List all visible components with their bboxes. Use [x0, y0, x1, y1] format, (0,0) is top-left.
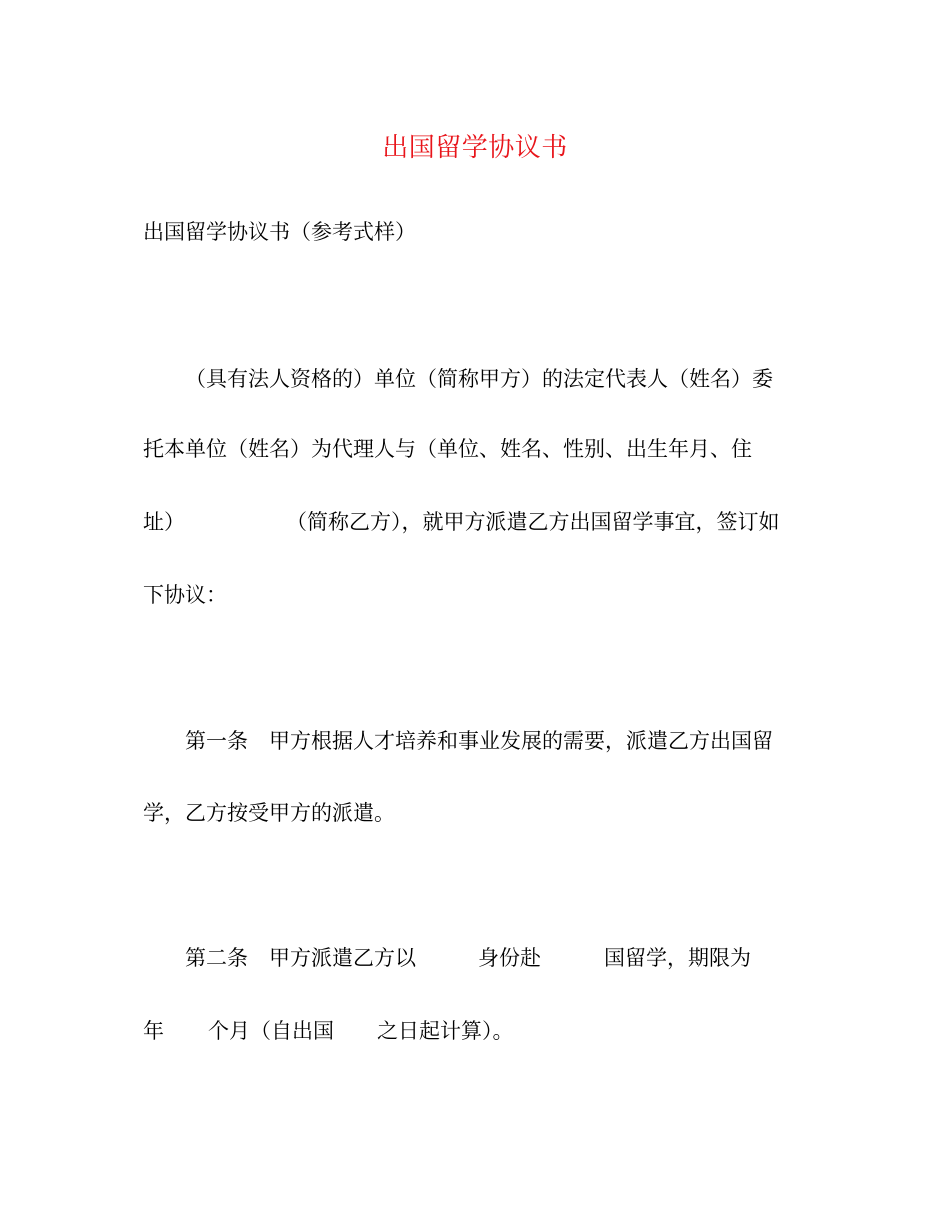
preamble-line-2: 托本单位（姓名）为代理人与（单位、姓名、性别、出生年月、住 — [143, 437, 752, 461]
preamble-line-3-start: 址） — [143, 510, 185, 534]
document-title: 出国留学协议书 — [382, 133, 568, 163]
document-subtitle: 出国留学协议书（参考式样） — [143, 220, 416, 244]
article-2-line-2-b: 个月（自出国 — [208, 1019, 334, 1043]
article-2-line-1 — [185, 942, 751, 974]
preamble-line-3-end: （简称乙方），就甲方派遣乙方出国留学事宜，签订如 — [286, 510, 780, 534]
article-2-line-2 — [143, 1015, 514, 1047]
article-1-line-2: 学，乙方按受甲方的派遣。 — [143, 801, 395, 825]
preamble-line-1: （具有法人资格的）单位（简称甲方）的法定代表人（姓名）委 — [185, 367, 773, 391]
article-2-line-1-c: 国留学，期限为 — [604, 946, 751, 970]
article-2-line-2-c: 之日起计算）。 — [377, 1019, 514, 1043]
article-2-line-2-a: 年 — [143, 1019, 164, 1043]
article-1-line-1: 第一条 甲方根据人才培养和事业发展的需要，派遣乙方出国留 — [185, 729, 773, 753]
article-2-line-1-b: 身份赴 — [478, 946, 541, 970]
preamble-line-4: 下协议： — [143, 583, 227, 607]
article-2-line-1-a: 第二条 甲方派遣乙方以 — [185, 946, 416, 970]
preamble-line-3 — [143, 506, 780, 538]
